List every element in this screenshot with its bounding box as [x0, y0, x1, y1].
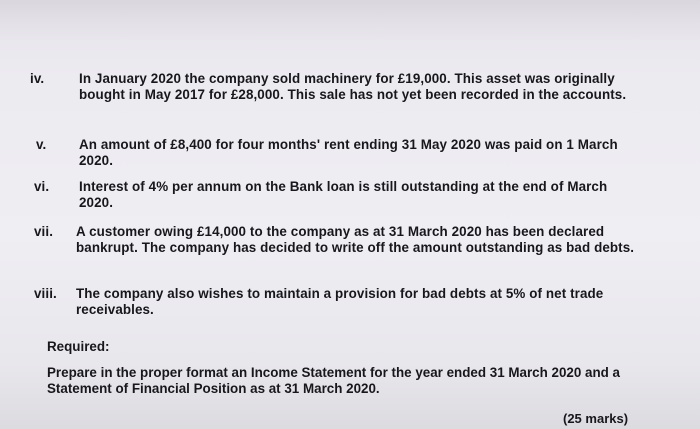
item-text: Interest of 4% per annum on the Bank loan is still outstanding at the end of March 2020. — [79, 179, 608, 210]
paper-shadow-band — [0, 0, 700, 42]
marks-label: (25 marks) — [563, 411, 629, 426]
item-marker: vii. — [34, 224, 54, 239]
required-heading: Required: — [47, 339, 110, 354]
item-text: An amount of £8,400 for four months' rent ending 31 May 2020 was paid on 1 March 2020. — [79, 137, 618, 168]
item-marker: v. — [36, 137, 47, 152]
item-text: A customer owing £14,000 to the company as at 31 March 2020 has been declared bankrupt. The company has decided to write off the amount outstanding as bad debts. — [76, 224, 635, 255]
item-text: In January 2020 the company sold machinery for £19,000. This asset was originally bought in May 2017 for £28,000. This sale has not yet been recorded in the accounts. — [79, 71, 627, 102]
item-text: The company also wishes to maintain a provision for bad debts at 5% of net trade receivables. — [76, 286, 604, 317]
required-instructions: Prepare in the proper format an Income Statement for the year ended 31 March 2020 and a Statement of Financial Position as at 31 March 2020. — [47, 365, 620, 396]
item-marker: vi. — [34, 179, 50, 194]
item-marker: viii. — [34, 286, 57, 301]
item-marker: iv. — [30, 71, 45, 86]
